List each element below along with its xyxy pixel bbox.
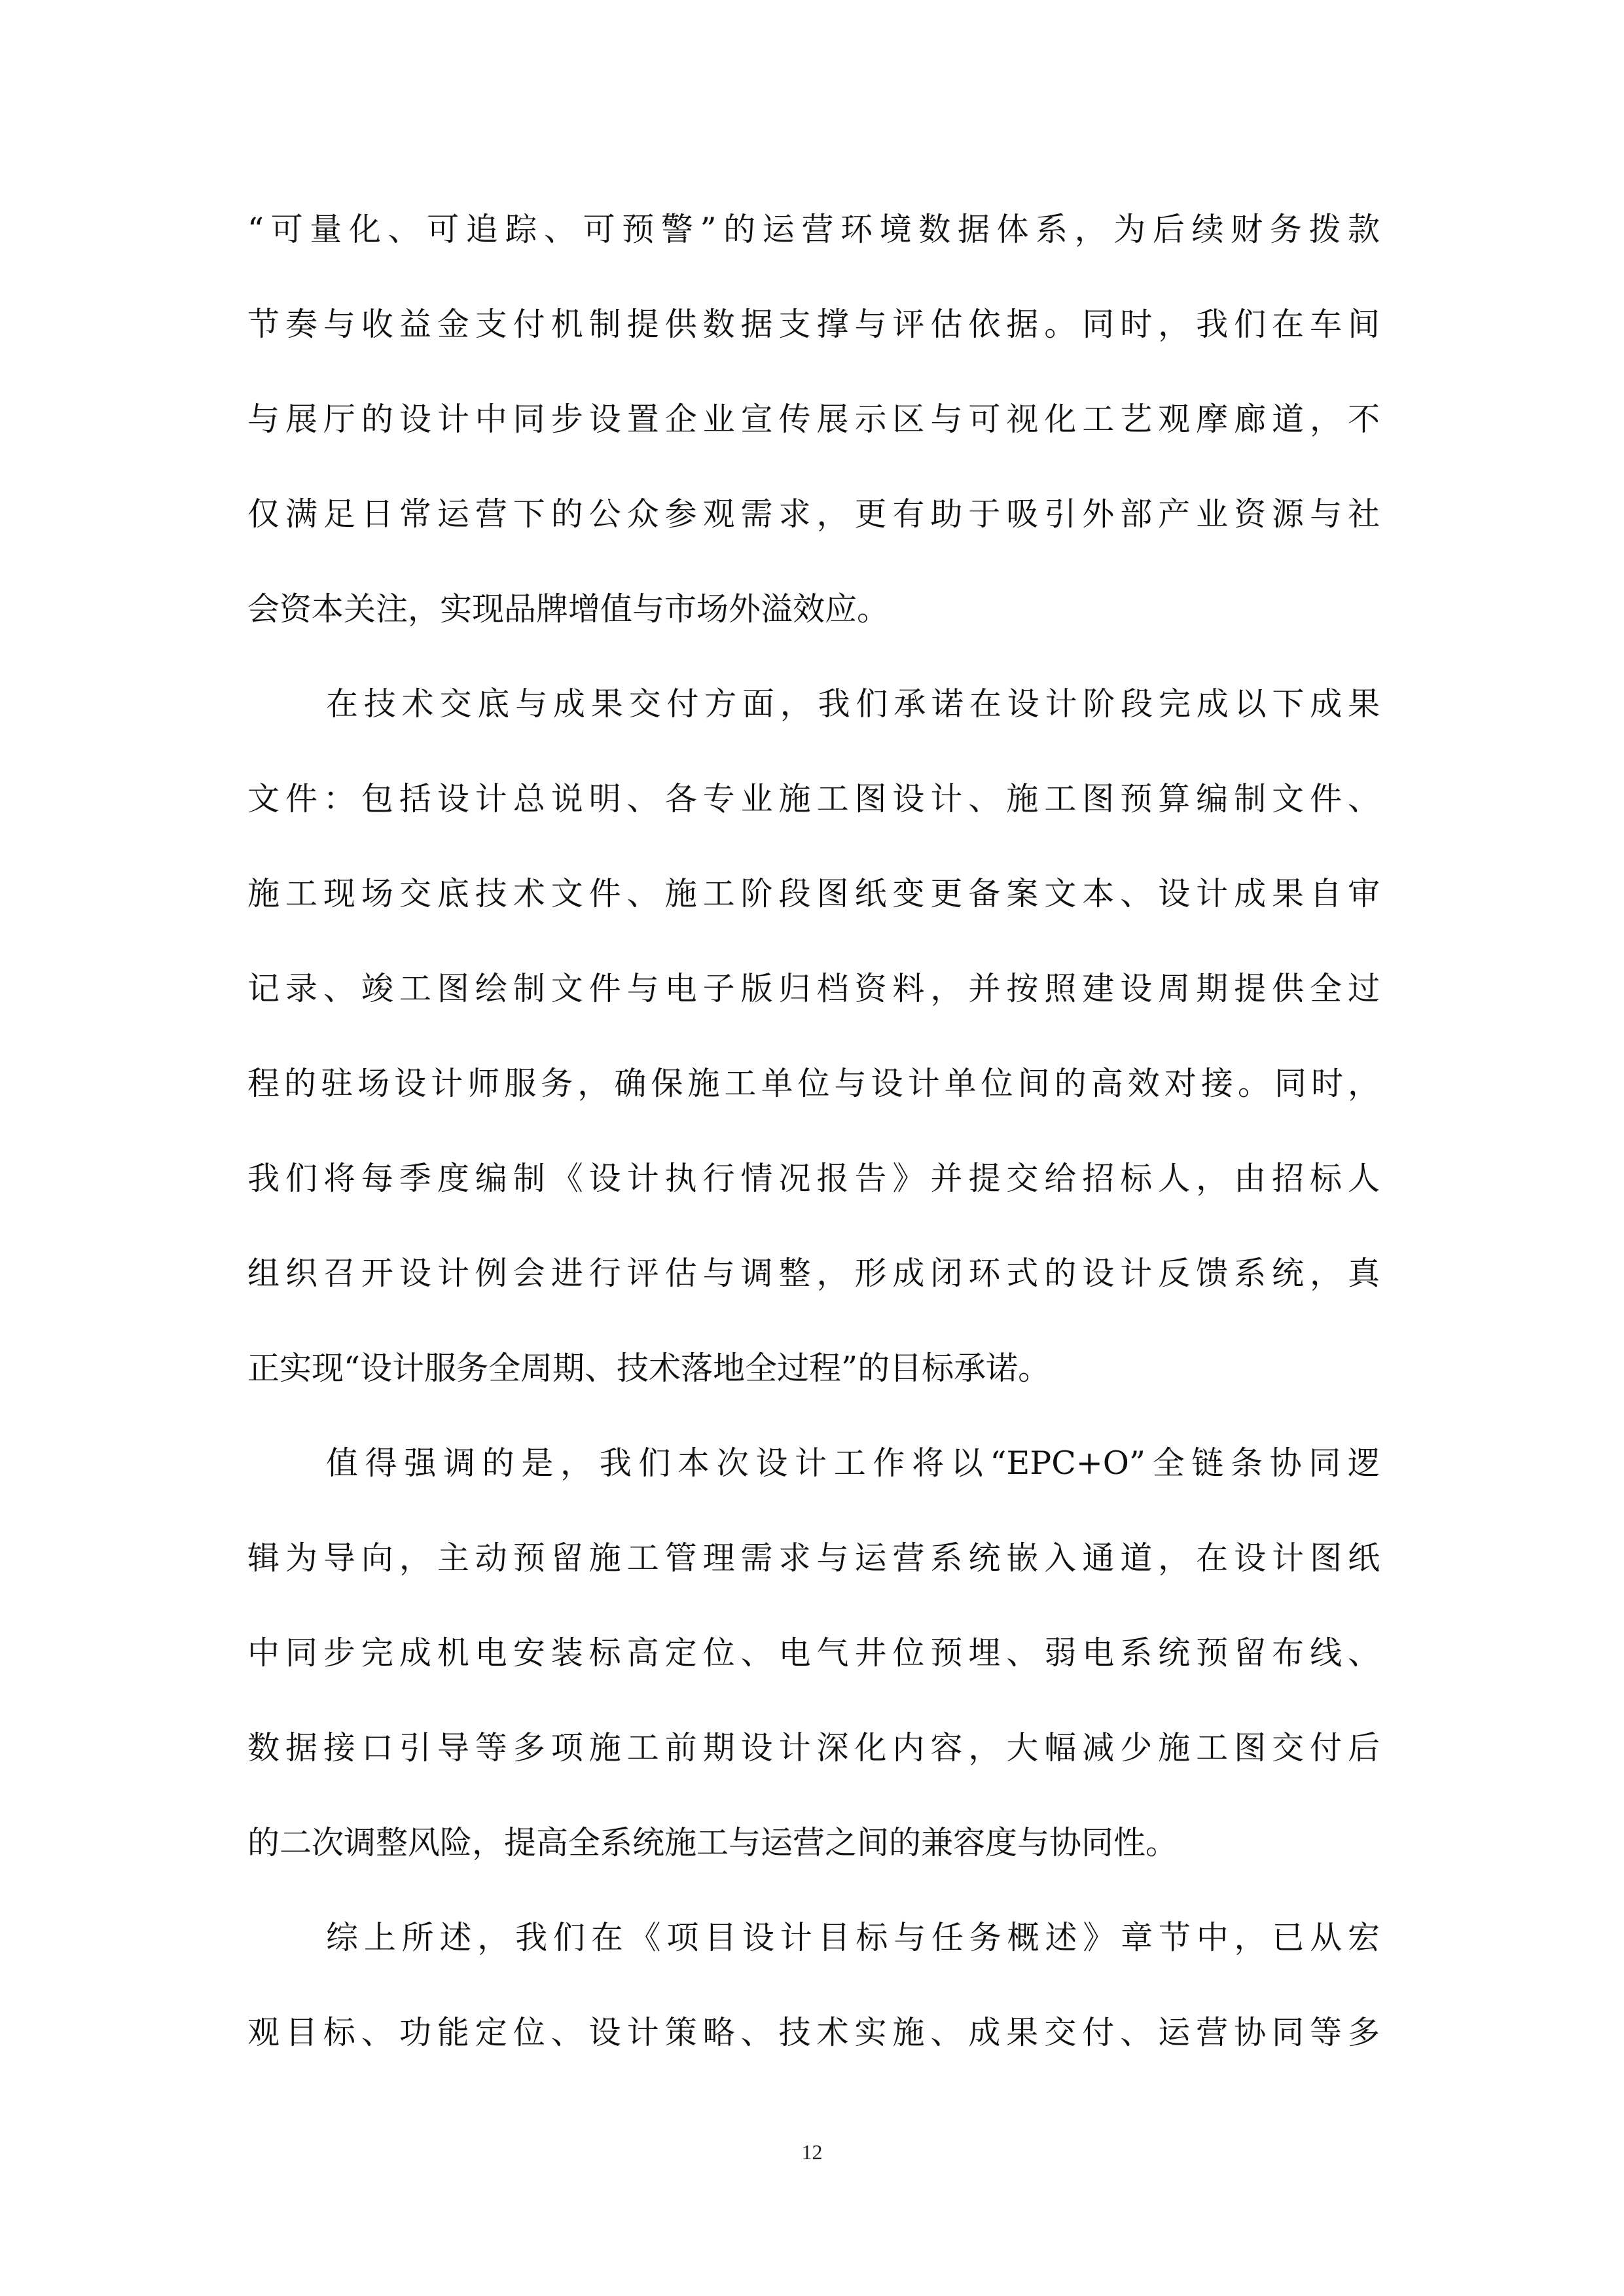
paragraph-1-line-3: 与展厅的设计中同步设置企业宣传展示区与可视化工艺观摩廊道，不: [247, 401, 1380, 438]
paragraph-4-line-2: 观目标、功能定位、设计策略、技术实施、成果交付、运营协同等多: [247, 2014, 1380, 2051]
paragraph-4-line-1: 综上所述，我们在《项目设计目标与任务概述》章节中，已从宏: [326, 1919, 1380, 1956]
paragraph-3-line-1: 值得强调的是，我们本次设计工作将以“EPC+O”全链条协同逻: [326, 1444, 1380, 1482]
paragraph-2-line-4: 记录、竣工图绘制文件与电子版归档资料，并按照建设周期提供全过: [247, 970, 1380, 1007]
paragraph-3-line-3: 中同步完成机电安装标高定位、电气井位预埋、弱电系统预留布线、: [247, 1634, 1380, 1672]
paragraph-2-line-1: 在技术交底与成果交付方面，我们承诺在设计阶段完成以下成果: [326, 685, 1380, 723]
paragraph-2-line-8: 正实现“设计服务全周期、技术落地全过程”的目标承诺。: [247, 1350, 1051, 1387]
paragraph-1-line-1: “可量化、可追踪、可预警”的运营环境数据体系，为后续财务拨款: [247, 211, 1380, 248]
paragraph-3-line-2: 辑为导向，主动预留施工管理需求与运营系统嵌入通道，在设计图纸: [247, 1539, 1380, 1577]
paragraph-1-line-2: 节奏与收益金支付机制提供数据支撑与评估依据。同时，我们在车间: [247, 306, 1380, 343]
paragraph-2-line-3: 施工现场交底技术文件、施工阶段图纸变更备案文本、设计成果自审: [247, 875, 1380, 912]
paragraph-2-line-5: 程的驻场设计师服务，确保施工单位与设计单位间的高效对接。同时，: [247, 1065, 1380, 1102]
paragraph-2-line-2: 文件：包括设计总说明、各专业施工图设计、施工图预算编制文件、: [247, 780, 1380, 817]
paragraph-2-line-7: 组织召开设计例会进行评估与调整，形成闭环式的设计反馈系统，真: [247, 1255, 1380, 1292]
paragraph-1-line-4: 仅满足日常运营下的公众参观需求，更有助于吸引外部产业资源与社: [247, 495, 1380, 533]
page-number: 12: [801, 2140, 823, 2164]
paragraph-1-line-5: 会资本关注，实现品牌增值与市场外溢效应。: [247, 590, 890, 628]
paragraph-2-line-6: 我们将每季度编制《设计执行情况报告》并提交给招标人，由招标人: [247, 1160, 1380, 1197]
paragraph-3-line-4: 数据接口引导等多项施工前期设计深化内容，大幅减少施工图交付后: [247, 1729, 1380, 1767]
paragraph-3-line-5: 的二次调整风险，提高全系统施工与运营之间的兼容度与协同性。: [247, 1824, 1178, 1861]
